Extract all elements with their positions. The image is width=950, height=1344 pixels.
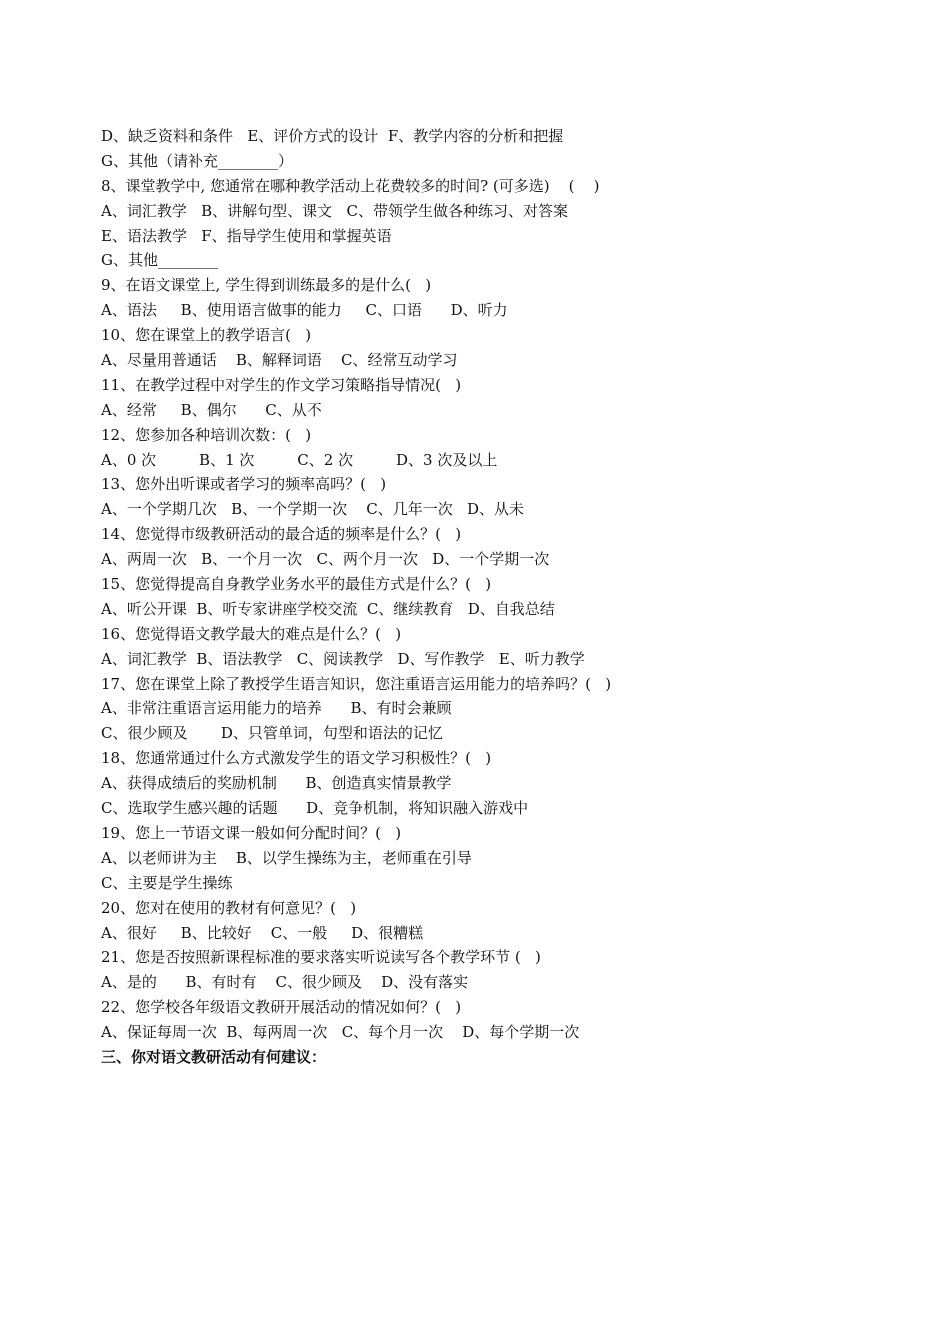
question-line: 20、您对在使用的教材有何意见？( ) [101, 898, 357, 917]
options-line: A、尽量用普通话 B、解释词语 C、经常互动学习 [101, 351, 458, 370]
question-line: 13、您外出听课或者学习的频率高吗？( ) [101, 475, 387, 494]
options-line: E、语法教学 F、指导学生使用和掌握英语 [101, 226, 392, 245]
question-line: 17、您在课堂上除了教授学生语言知识，您注重语言运用能力的培养吗？( ) [101, 674, 612, 693]
options-line: A、保证每周一次 B、每两周一次 C、每个月一次 D、每个学期一次 [101, 1023, 580, 1042]
options-line: A、非常注重语言运用能力的培养 B、有时会兼顾 [101, 699, 452, 718]
question-line: 9、在语文课堂上, 学生得到训练最多的是什么( ) [101, 276, 432, 295]
question-line: 21、您是否按照新课程标准的要求落实听说读写各个教学环节 ( ) [101, 948, 541, 967]
options-line: A、获得成绩后的奖励机制 B、创造真实情景教学 [101, 774, 452, 793]
text-line: G、其他（请补充________） [101, 151, 293, 170]
text-line: D、缺乏资料和条件 E、评价方式的设计 F、教学内容的分析和把握 [101, 127, 564, 145]
question-line: 10、您在课堂上的教学语言( ) [101, 326, 312, 345]
options-line: A、一个学期几次 B、一个学期一次 C、几年一次 D、从未 [101, 500, 525, 519]
options-line: A、听公开课 B、听专家讲座学校交流 C、继续教育 D、自我总结 [101, 599, 555, 618]
question-line: 15、您觉得提高自身教学业务水平的最佳方式是什么？( ) [101, 575, 492, 594]
question-line: 19、您上一节语文课一般如何分配时间？( ) [101, 823, 402, 842]
options-line: C、选取学生感兴趣的话题 D、竞争机制，将知识融入游戏中 [101, 799, 529, 818]
options-line: C、很少顾及 D、只管单词，句型和语法的记忆 [101, 724, 443, 743]
question-line: 16、您觉得语文教学最大的难点是什么？( ) [101, 624, 402, 643]
question-line: 14、您觉得市级教研活动的最合适的频率是什么？( ) [101, 525, 462, 544]
options-line: C、主要是学生操练 [101, 873, 233, 892]
question-line: 18、您通常通过什么方式激发学生的语文学习积极性？( ) [101, 749, 492, 768]
options-line: A、经常 B、偶尔 C、从不 [101, 400, 322, 419]
question-line: 12、您参加各种培训次数：( ) [101, 425, 312, 444]
options-line: G、其他________ [101, 251, 218, 270]
options-line: A、0 次 B、1 次 C、2 次 D、3 次及以上 [101, 450, 498, 469]
question-line: 8、课堂教学中, 您通常在哪种教学活动上花费较多的时间? (可多选) ( ) [101, 176, 600, 195]
options-line: A、词汇教学 B、语法教学 C、阅读教学 D、写作教学 E、听力教学 [101, 649, 585, 668]
options-line: A、语法 B、使用语言做事的能力 C、口语 D、听力 [101, 301, 508, 320]
question-line: 11、在教学过程中对学生的作文学习策略指导情况( ) [101, 375, 462, 394]
options-line: A、两周一次 B、一个月一次 C、两个月一次 D、一个学期一次 [101, 550, 550, 569]
options-line: A、词汇教学 B、讲解句型、课文 C、带领学生做各种练习、对答案 [101, 201, 568, 220]
options-line: A、很好 B、比较好 C、一般 D、很糟糕 [101, 923, 424, 942]
options-line: A、是的 B、有时有 C、很少顾及 D、没有落实 [101, 973, 469, 992]
question-line: 22、您学校各年级语文教研开展活动的情况如何？( ) [101, 998, 462, 1017]
section-heading: 三、你对语文教研活动有何建议： [101, 1047, 327, 1066]
document-page [101, 124, 861, 1070]
options-line: A、以老师讲为主 B、以学生操练为主，老师重在引导 [101, 848, 472, 867]
